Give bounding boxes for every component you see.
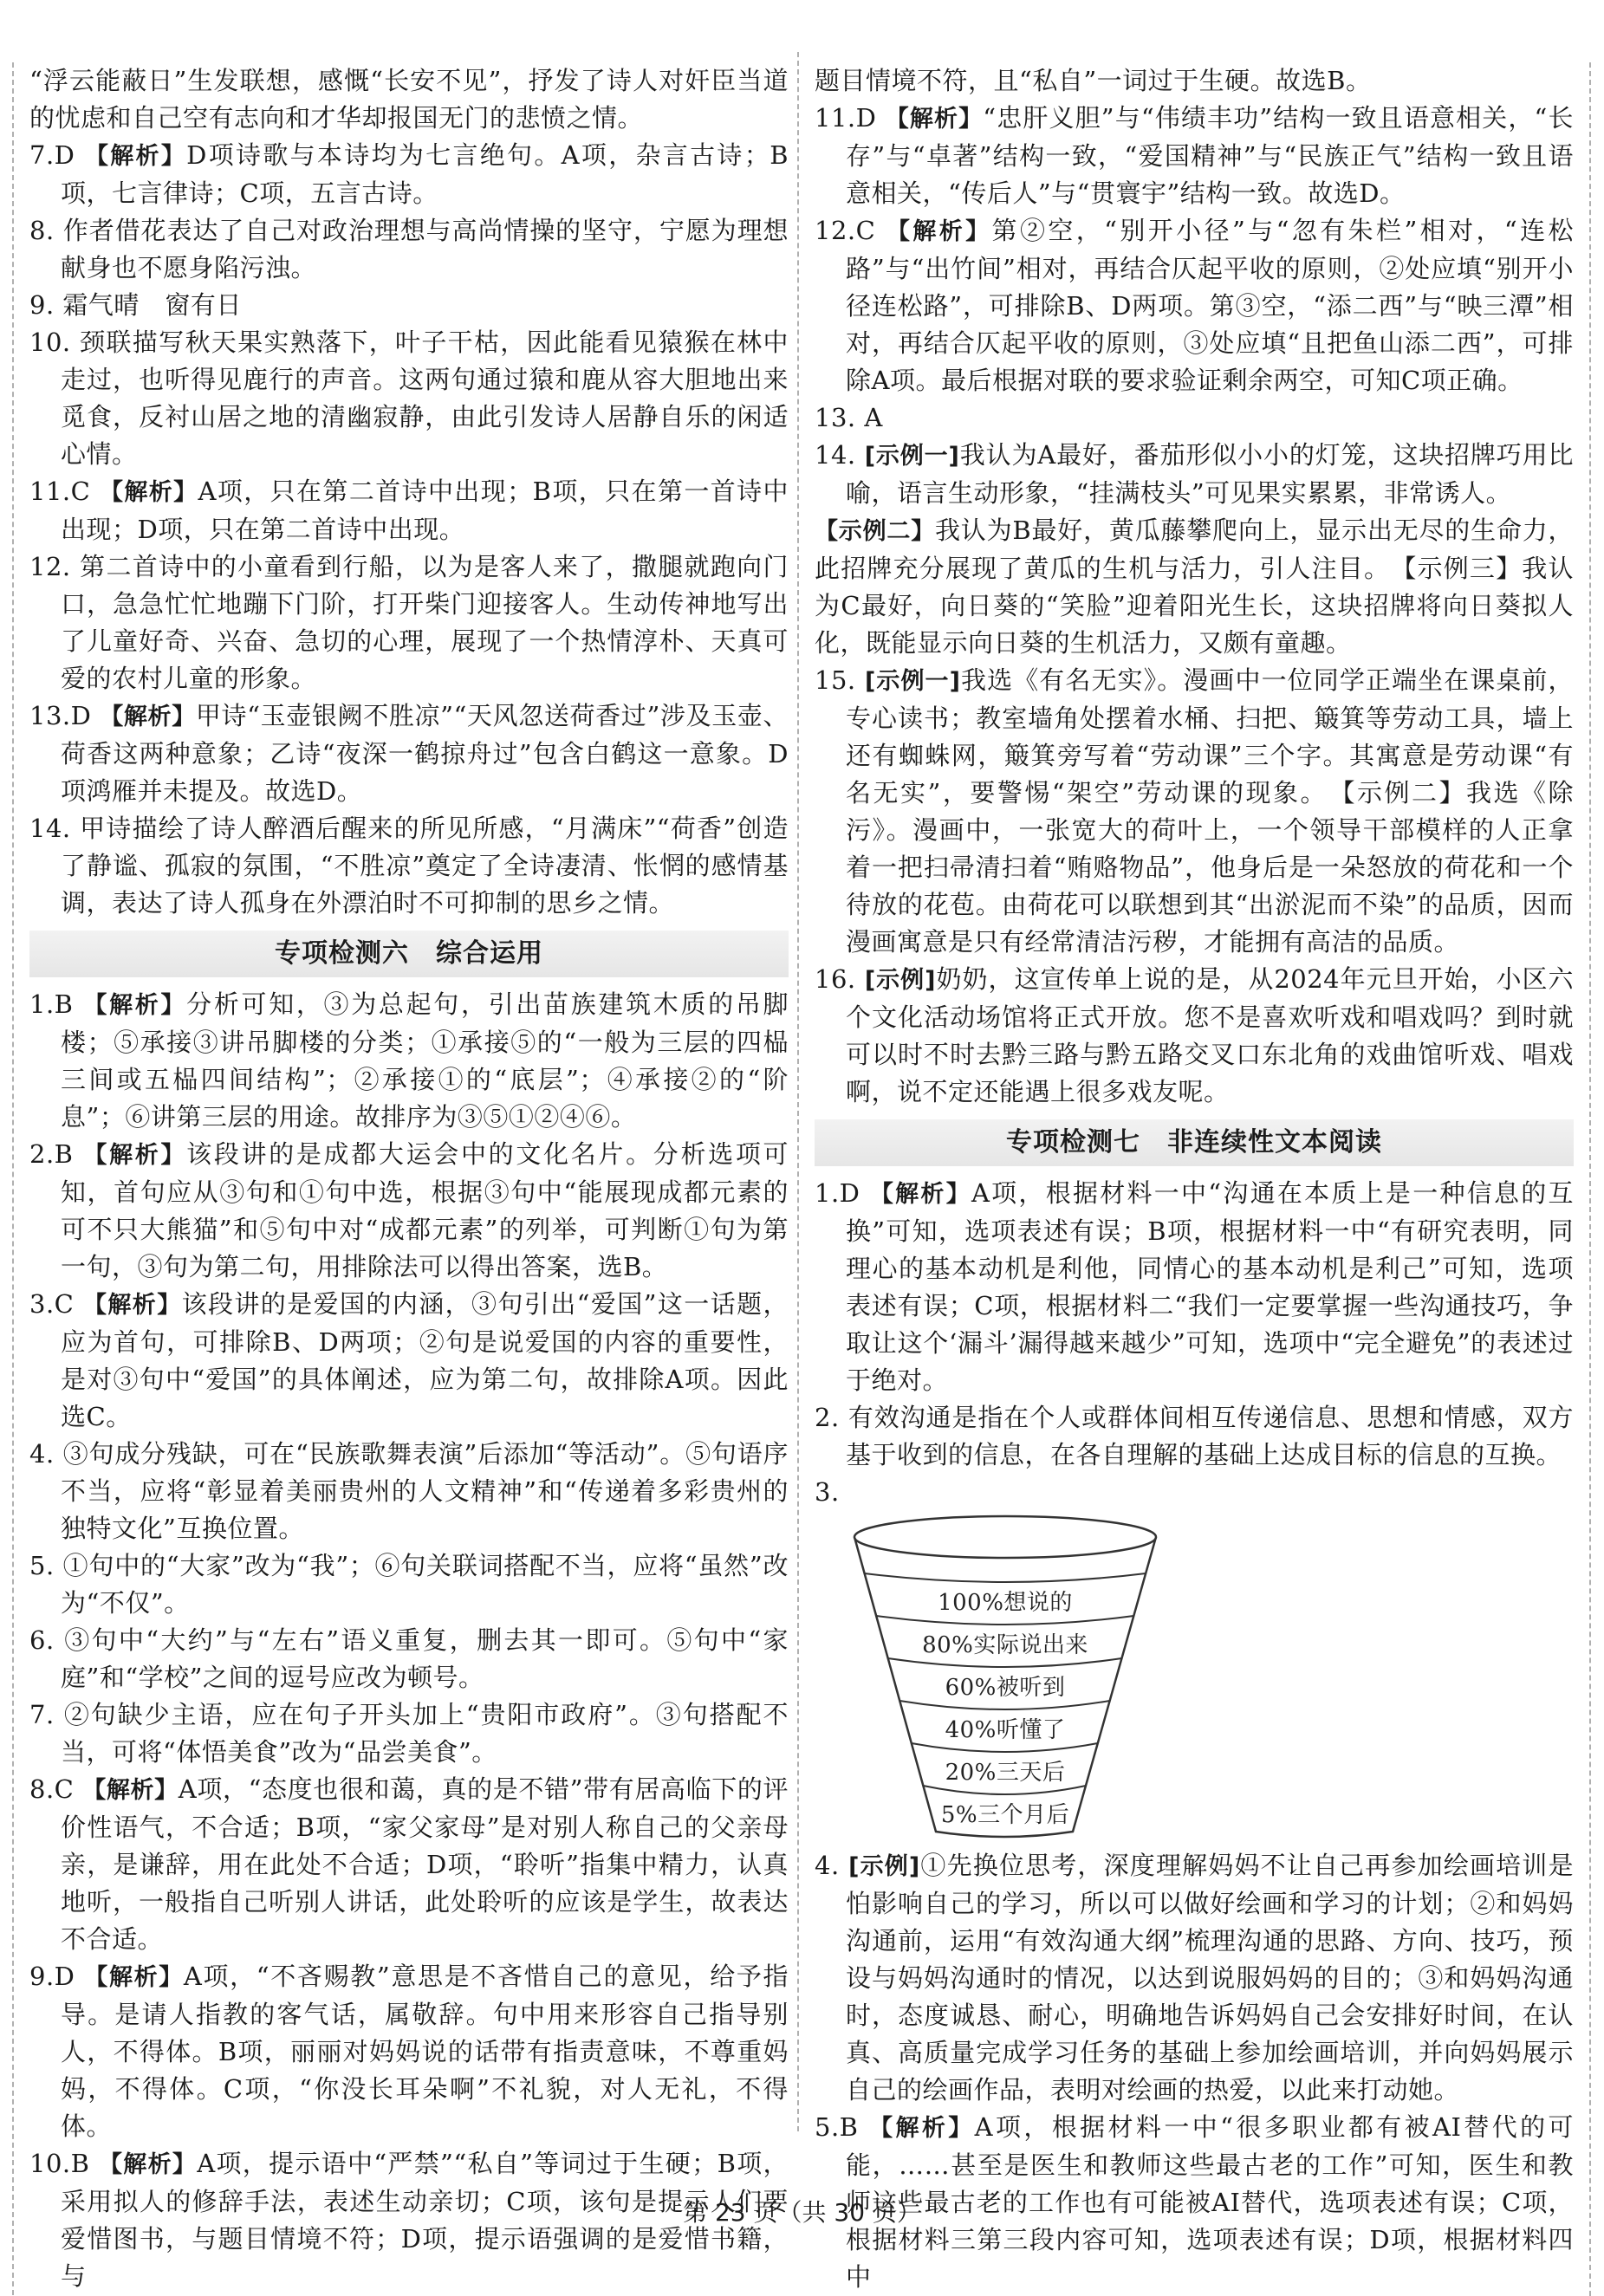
answer-item <box>815 1847 1574 2109</box>
item-number: 2.B <box>29 1139 74 1169</box>
item-number: 4. <box>815 1851 840 1880</box>
answer-text: 题目情境不符，且“私自”一词过于生硬。故选B。 <box>815 66 1372 95</box>
item-number: 7.D <box>29 140 75 170</box>
item-number: 1.D <box>815 1178 860 1208</box>
answer-item <box>815 100 1574 212</box>
answer-tag: 【解析】 <box>869 1181 971 1208</box>
answer-text: A项，“态度也很和蔼，真的是不错”带有居高临下的评价性语气，不合适；B项，“家父家母”是对别人称自己的父亲母亲，是谦辞，用在此处不合适；D项，“聆听”指集中精力，认真地听，一般指自己听别人讲话，此处聆听的应该是学生，故表达不合适。 <box>61 1774 789 1954</box>
answer-item <box>29 287 789 324</box>
answer-tag: 【解析】 <box>869 2115 975 2142</box>
answer-text: ③句成分残缺，可在“民族歌舞表演”后添加“等活动”。⑤句语序不当，应将“彰显着美丽贵州的人文精神”和“传递着多彩贵州的独特文化”互换位置。 <box>61 1439 789 1543</box>
answer-text: 甲诗“玉壶银阙不胜凉”“天风忽送荷香过”涉及玉壶、荷香这两种意象；乙诗“夜深一鹤掠舟过”包含白鹤这一意象。D项鸿雁并未提及。故选D。 <box>61 701 789 806</box>
answer-text: 我认为B最好，黄瓜藤攀爬向上，显示出无尽的生命力，此招牌充分展现了黄瓜的生机与活力，引人注目。 【示例三】我认为C最好，向日葵的“笑脸”迎着阳光生长，这块招牌将向日葵拟人化，既能显示向日葵的生机活力，又颇有童趣。 <box>815 516 1575 658</box>
answer-item <box>815 512 1574 662</box>
answer-item <box>29 697 789 810</box>
answer-item <box>815 662 1574 961</box>
item-number: 13.D <box>29 701 92 730</box>
answer-tag: 【解析】 <box>886 218 992 245</box>
answer-item <box>29 324 789 473</box>
item-number: 10. <box>29 328 71 357</box>
answer-item <box>29 62 789 137</box>
answer-item <box>29 473 789 548</box>
answer-text: 有效沟通是指在个人或群体间相互传递信息、思想和情感，双方基于收到的信息，在各自理解的基础上达成目标的信息的互换。 <box>846 1403 1574 1469</box>
answer-item <box>815 1175 1574 1399</box>
answer-text: 该段讲的是成都大运会中的文化名片。分析选项可知，首句应从③句和①句中选，根据③句中“能展现成都元素的可不只大熊猫”和⑤句中对“成都元素”的列举，可判断①句为第一句，③句为第二句，用排除法可以得出答案，选B。 <box>61 1139 789 1281</box>
answer-tag: [示例一] <box>864 668 961 695</box>
section-header: 专项检测七 非连续性文本阅读 <box>815 1119 1574 1166</box>
answer-text: D项诗歌与本诗均为七言绝句。A项，杂言古诗；B项，七言律诗；C项，五言古诗。 <box>61 140 789 208</box>
item-number: 13. <box>815 403 856 432</box>
answer-text: A项，根据材料一中“沟通在本质上是一种信息的互换”可知，选项表述有误；B项，根据材料一中“有研究表明，同理心的基本动机是利他，同情心的基本动机是利己”可知，选项表述有误；C项，根据材料二“我们一定要掌握一些沟通技巧，争取让这个‘漏斗’漏得越来越少”可知，选项中“完全避免”的表述过于绝对。 <box>846 1178 1575 1395</box>
answer-item <box>29 1771 789 1958</box>
item-number: 9.D <box>29 1962 75 1991</box>
answer-text: A项，提示语中“严禁”“私自”等词过于生硬；B项，采用拟人的修辞手法，表述生动亲切；C项，该句是提示人们要爱惜图书，与题目情境不符；D项，提示语强调的是爱惜书籍，与 <box>61 2149 789 2291</box>
answer-item <box>815 212 1574 399</box>
answer-item <box>815 399 1574 437</box>
answer-text: A <box>864 403 883 432</box>
item-number: 8.C <box>29 1774 75 1804</box>
answer-text: 分析可知，③为总起句，引出苗族建筑木质的吊脚楼；⑤承接③讲吊脚楼的分类；①承接⑤的“一般为三层的四榀三间或五榀四间结构”；②承接①的“底层”；④承接②的“阶息”；⑥讲第三层的用途。故排序为③⑤①②④⑥。 <box>61 989 789 1132</box>
item-number: 12.C <box>815 216 876 245</box>
item-number: 7. <box>29 1700 55 1729</box>
answer-text: A项，“不吝赐教”意思是不吝惜自己的意见，给予指导。是请人指教的客气话，属敬辞。句中用来形容自己指导别人，不得体。B项，丽丽对妈妈说的话带有指责意味，不尊重妈妈，不得体。C项，“你没长耳朵啊”不礼貌，对人无礼，不得体。 <box>61 1962 789 2141</box>
answer-tag: 【解析】 <box>99 479 198 506</box>
section-header: 专项检测六 综合运用 <box>29 931 789 977</box>
answer-tag: 【解析】 <box>82 1292 182 1319</box>
answer-tag: 【解析】 <box>98 2151 198 2178</box>
answer-tag: 【解析】 <box>83 992 187 1019</box>
left-column <box>12 62 789 2295</box>
item-number: 5.B <box>815 2112 859 2142</box>
right-column <box>815 62 1591 2296</box>
answer-item <box>29 986 789 1136</box>
answer-text: 我选《有名无实》。漫画中一位同学正端坐在课桌前，专心读书；教室墙角处摆着水桶、扫把、簸箕等劳动工具，墙上还有蜘蛛网，簸箕旁写着“劳动课”三个字。其寓意是劳动课“有名无实”，要警惕“架空”劳动课的现象。 【示例二】我选《除污》。漫画中，一张宽大的荷叶上，一个领导干部模样的人正拿着一把扫帚清扫着“贿赂物品”，他身后是一朵怒放的荷花和一个待放的花苞。由荷花可以联想到其“出淤泥而不染”的品质，因而漫画寓意是只有经常清洁污秽，才能拥有高洁的品质。 <box>846 665 1575 957</box>
answer-item <box>29 1136 789 1286</box>
item-number: 16. <box>815 964 856 994</box>
funnel-level-label: 20%三天后 <box>945 1760 1066 1786</box>
answer-text: 第二首诗中的小童看到行船，以为是客人来了，撒腿就跑向门口，急急忙忙地蹦下门阶，打开柴门迎接客人。生动传神地写出了儿童好奇、兴奋、急切的心理，展现了一个热情淳朴、天真可爱的农村儿童的形象。 <box>61 552 789 693</box>
funnel-svg <box>849 1511 1161 1845</box>
funnel-level-label: 100%想说的 <box>938 1590 1073 1616</box>
item-number: 11.C <box>29 477 91 506</box>
answer-tag: 【解析】 <box>82 1777 179 1804</box>
answer-text: 甲诗描绘了诗人醉酒后醒来的所见所感，“月满床”“荷香”创造了静谧、孤寂的氛围，“不胜凉”奠定了全诗凄清、怅惘的感情基调，表达了诗人孤身在外漂泊时不可抑制的思乡之情。 <box>61 814 789 918</box>
funnel-level-label: 80%实际说出来 <box>922 1632 1088 1658</box>
answer-item <box>29 1436 789 1547</box>
answer-text: ②句缺少主语，应在句子开头加上“贵阳市政府”。③句搭配不当，可将“体悟美食”改为“品尝美食”。 <box>61 1700 789 1767</box>
item-number: 1.B <box>29 989 74 1019</box>
item-number: 11.D <box>815 103 877 133</box>
answer-tag: [示例] <box>848 1853 920 1880</box>
answer-text: 我认为A最好，番茄形似小小的灯笼，这块招牌巧用比喻，语言生动形象，“挂满枝头”可见果实累累，非常诱人。 <box>846 440 1575 508</box>
answer-text: 该段讲的是爱国的内涵，③句引出“爱国”这一话题，应为首句，可排除B、D两项；②句是说爱国的内容的重要性，是对③句中“爱国”的具体阐述，应为第二句，故排除A项。因此选C。 <box>61 1289 789 1431</box>
item-number: 3.C <box>29 1289 75 1319</box>
answer-item <box>29 1958 789 2145</box>
answer-item <box>815 437 1574 512</box>
item-number: 3. <box>815 1477 840 1507</box>
answer-item <box>29 212 789 287</box>
answer-tag: 【解析】 <box>100 704 196 730</box>
answer-text: ①句中的“大家”改为“我”；⑥句关联词搭配不当，应将“虽然”改为“不仅”。 <box>61 1551 789 1618</box>
answer-text: 第②空，“别开小径”与“忽有朱栏”相对，“连松路”与“出竹间”相对，再结合仄起平收的原则，②处应填“别开小径连松路”，可排除B、D两项。第③空，“添二西”与“映三潭”相对，再结合仄起平收的原则，③处应填“且把鱼山添二西”，可排除A项。最后根据对联的要求验证剩余两空，可知C项正确。 <box>846 216 1574 395</box>
answer-item <box>29 810 789 922</box>
answer-tag: 【解析】 <box>83 1142 187 1169</box>
funnel-rim <box>854 1516 1156 1558</box>
answer-text: ①先换位思考，深度理解妈妈不让自己再参加绘画培训是怕影响自己的学习，所以可以做好绘画和学习的计划；②和妈妈沟通前，运用“有效沟通大纲”梳理沟通的思路、方向、技巧，预设与妈妈沟通时的情况，以达到说服妈妈的目的；③和妈妈沟通时，态度诚恳、耐心，明确地告诉妈妈自己会安排好时间，在认真、高质量完成学习任务的基础上参加绘画培训，并向妈妈展示自己的绘画作品，表明对绘画的热爱，以此来打动她。 <box>846 1851 1574 2105</box>
item-number: 6. <box>29 1625 55 1655</box>
answer-tag: 【解析】 <box>84 143 187 170</box>
answer-tag: 【解析】 <box>885 106 984 133</box>
answer-text: 霜气晴 窗有日 <box>62 290 242 320</box>
item-number: 5. <box>29 1551 55 1580</box>
answer-text: A项，根据材料一中“很多职业都有被AI替代的可能，……甚至是医生和教师这些最古老的工作”可知，医生和教师这些最古老的工作也有可能被AI替代，选项表述有误；C项，根据材料三第三段内容可知，选项表述有误；D项，根据材料四中 <box>846 2112 1575 2292</box>
answer-item <box>29 1622 789 1696</box>
funnel-level-label: 40%听懂了 <box>945 1717 1066 1743</box>
answer-text: ③句中“大约”与“左右”语义重复，删去其一即可。⑤句中“家庭”和“学校”之间的逗号应改为顿号。 <box>61 1625 789 1692</box>
answer-item <box>815 62 1574 100</box>
item-number: 9. <box>29 290 55 320</box>
answer-text: “忠肝义胆”与“伟绩丰功”结构一致且语意相关，“长存”与“卓著”结构一致，“爱国精神”与“民族正气”结构一致且语意相关，“传后人”与“贯寰宇”结构一致。故选D。 <box>846 103 1575 208</box>
answer-text: A项，只在第二首诗中出现；B项，只在第一首诗中出现；D项，只在第二首诗中出现。 <box>61 477 789 544</box>
answer-item <box>29 1286 789 1436</box>
answer-item <box>29 137 789 212</box>
answer-item <box>815 1474 1574 1511</box>
page-footer: 第 23 页（共 30 页） <box>683 2198 921 2227</box>
answer-tag: 【解析】 <box>84 1964 184 1991</box>
answer-text: 颈联描写秋天果实熟落下，叶子干枯，因此能看见猿猴在林中走过，也听得见鹿行的声音。这两句通过猿和鹿从容大胆地出来觅食，反衬山居之地的清幽寂静，由此引发诗人居静自乐的闲适心情。 <box>61 328 789 469</box>
column-divider <box>797 52 799 2131</box>
funnel-level-label: 60%被听到 <box>945 1675 1066 1701</box>
item-number: 12. <box>29 552 71 581</box>
item-number: 2. <box>815 1403 840 1432</box>
answer-tag: 【示例二】 <box>815 518 935 545</box>
answer-tag: [示例] <box>864 967 936 994</box>
answer-item <box>815 1399 1574 1474</box>
item-number: 15. <box>815 665 856 695</box>
answer-item <box>29 1547 789 1622</box>
answer-item <box>815 961 1574 1111</box>
answer-text: “浮云能蔽日”生发联想，感慨“长安不见”，抒发了诗人对奸臣当道的忧虑和自己空有志向和才华却报国无门的悲愤之情。 <box>29 66 789 133</box>
answer-tag: [示例一] <box>864 443 960 470</box>
item-number: 8. <box>29 216 55 245</box>
answer-item <box>29 1696 789 1771</box>
communication-funnel-diagram <box>849 1511 1574 1847</box>
item-number: 14. <box>815 440 856 470</box>
item-number: 14. <box>29 814 71 843</box>
item-number: 4. <box>29 1439 55 1469</box>
answer-text: 奶奶，这宣传单上说的是，从2024年元旦开始，小区六个文化活动场馆将正式开放。您不是喜欢听戏和唱戏吗？到时就可以时不时去黔三路与黔五路交叉口东北角的戏曲馆听戏、唱戏啊，说不定还能遇上很多戏友呢。 <box>846 964 1575 1106</box>
answer-item <box>29 548 789 697</box>
funnel-level-label: 5%三个月后 <box>940 1802 1070 1828</box>
answer-text: 作者借花表达了自己对政治理想与高尚情操的坚守，宁愿为理想献身也不愿身陷污浊。 <box>61 216 789 282</box>
item-number: 10.B <box>29 2149 90 2178</box>
